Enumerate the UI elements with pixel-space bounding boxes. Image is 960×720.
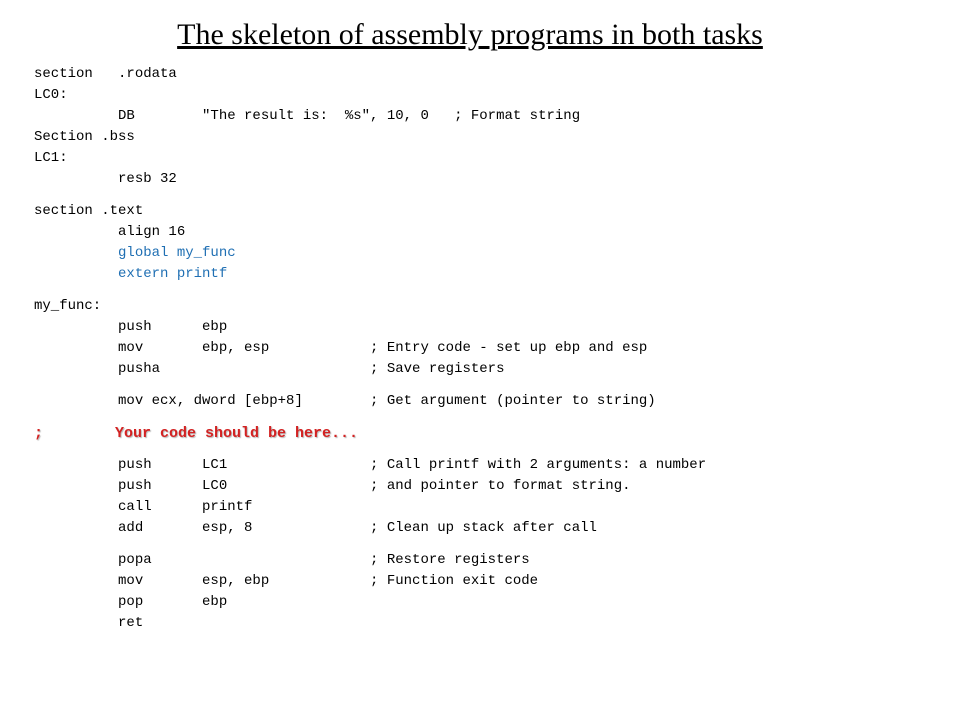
code-line: LC0:: [34, 87, 68, 103]
code-line-blank: [34, 285, 934, 296]
code-line: pusha ; Save registers: [34, 361, 505, 377]
code-line: mov ecx, dword [ebp+8] ; Get argument (pointer to string): [34, 393, 656, 409]
code-line: call printf: [34, 499, 253, 515]
code-line-blank: [34, 380, 934, 391]
code-line: ret: [34, 615, 144, 631]
code-line: push ebp: [34, 319, 228, 335]
code-line: section .rodata: [34, 66, 177, 82]
code-line-global-directive: global my_func: [34, 245, 236, 261]
code-line-blank: [34, 412, 934, 423]
code-line: push LC0 ; and pointer to format string.: [34, 478, 631, 494]
code-line: DB "The result is: %s", 10, 0 ; Format string: [34, 108, 581, 124]
code-line: mov ebp, esp ; Entry code - set up ebp and esp: [34, 340, 648, 356]
code-line: mov esp, ebp ; Function exit code: [34, 573, 539, 589]
code-line: my_func:: [34, 298, 102, 314]
code-line: add esp, 8 ; Clean up stack after call: [34, 520, 597, 536]
code-line-extern-directive: extern printf: [34, 266, 228, 282]
code-line: LC1:: [34, 150, 68, 166]
code-line-blank: [34, 539, 934, 550]
code-line: pop ebp: [34, 594, 228, 610]
code-listing: [34, 64, 934, 634]
code-line: popa ; Restore registers: [34, 552, 530, 568]
code-line: resb 32: [34, 171, 177, 187]
code-line: align 16: [34, 224, 186, 240]
slide-title: The skeleton of assembly programs in both tasks: [177, 18, 763, 51]
code-line: section .text: [34, 203, 144, 219]
code-line-blank: [34, 444, 934, 455]
code-line-blank: [34, 190, 934, 201]
code-line: push LC1 ; Call printf with 2 arguments: a number: [34, 457, 707, 473]
code-line: Section .bss: [34, 129, 135, 145]
code-line-placeholder-comment: ; Your code should be here...: [34, 425, 359, 442]
